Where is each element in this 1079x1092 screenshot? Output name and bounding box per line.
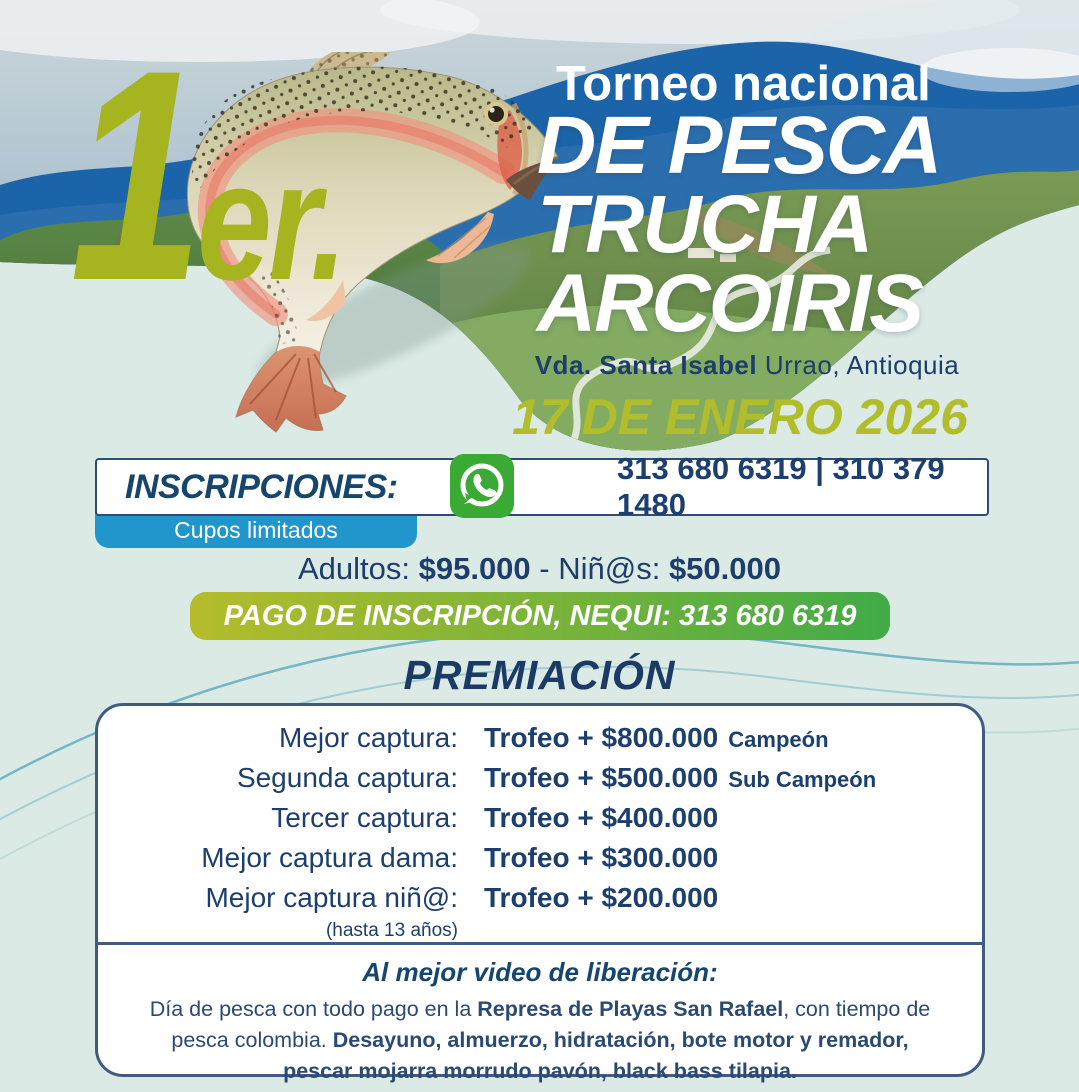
prize-label: Mejor captura dama:: [201, 842, 458, 873]
prize-list: [98, 706, 982, 942]
video-award-body: Día de pesca con todo pago en la Represa de Playas San Rafael, con tiempo de pesca colombia. Desayuno, almuerzo, hidratación, bote motor y remador, pescar mojarra morrudo pavón, black bass tilapia.: [149, 997, 931, 1084]
event-location: Vda. Santa Isabel Urrao, Antioquia: [534, 350, 960, 380]
title-line-1: DE PESCA: [537, 100, 941, 191]
prize-row: [98, 842, 982, 882]
prize-extra: Sub Campeón: [728, 767, 877, 792]
prize-label: Tercer captura:: [271, 802, 458, 833]
title-line-3: ARCOIRIS: [537, 258, 922, 349]
video-award-section: [98, 942, 982, 1092]
title-line-2: TRUCHA: [537, 179, 872, 270]
inscriptions-label: INSCRIPCIONES:: [125, 467, 398, 506]
prize-row: [98, 762, 982, 802]
edition-number-suffix: er.: [197, 127, 345, 315]
awards-card: [95, 703, 985, 1084]
prize-label: Segunda captura:: [236, 762, 458, 793]
prize-extra: Campeón: [728, 727, 829, 752]
tournament-title: [537, 100, 941, 349]
prize-row: [98, 722, 982, 762]
phone-numbers: 313 680 6319 | 310 379 1480: [617, 451, 945, 522]
prices-line: Adultos: $95.000 - Niñ@s: $50.000: [297, 551, 781, 586]
prize-note: (hasta 13 años): [325, 920, 458, 941]
prize-value: Trofeo + $500.000: [484, 762, 719, 793]
prize-value: Trofeo + $200.000: [484, 882, 719, 913]
prize-value: Trofeo + $300.000: [484, 842, 719, 873]
awards-title: PREMIACIÓN: [403, 652, 676, 698]
event-date: 17 DE ENERO 2026: [512, 389, 968, 445]
whatsapp-icon: [449, 453, 515, 519]
edition-number: [70, 7, 345, 385]
prize-row: [98, 802, 982, 842]
prize-value: Trofeo + $800.000: [484, 722, 719, 753]
prize-value: Trofeo + $400.000: [484, 802, 719, 833]
edition-number-digit: 1: [70, 7, 198, 343]
video-award-heading: Al mejor video de liberación:: [362, 957, 718, 987]
prize-label: Mejor captura niñ@:: [205, 882, 458, 913]
payment-bar: PAGO DE INSCRIPCIÓN, NEQUI: 313 680 6319: [190, 592, 890, 640]
prize-label: Mejor captura:: [279, 722, 458, 753]
inscriptions-bar: [95, 451, 989, 522]
prize-row: [98, 882, 982, 922]
tournament-kicker: Torneo nacional: [556, 57, 931, 111]
limited-spots-chip: Cupos limitados: [95, 512, 417, 548]
